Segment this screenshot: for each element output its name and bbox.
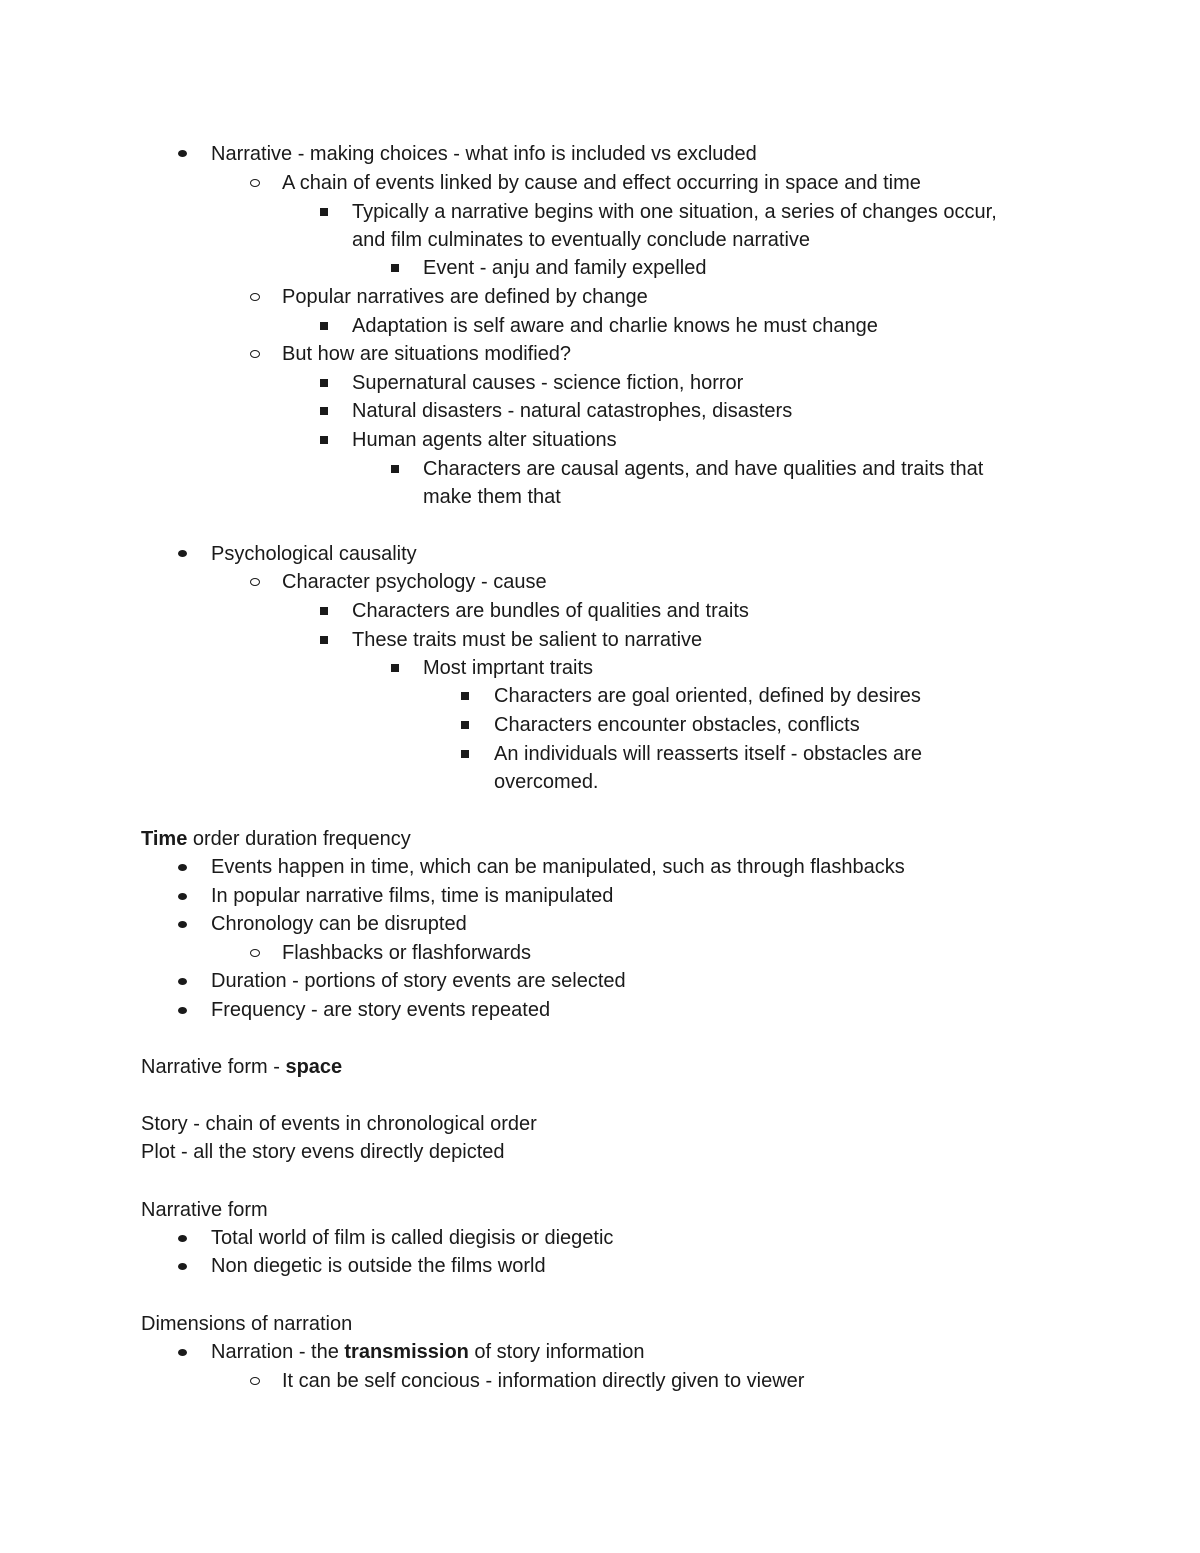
heading-bold-term: space <box>285 1056 343 1078</box>
bullet-square <box>320 208 328 216</box>
list-item: In popular narrative films, time is manipulated <box>211 885 614 907</box>
bullet-square <box>461 692 469 700</box>
list-item: Total world of film is called diegisis or diegetic <box>211 1227 614 1249</box>
list-item: An individuals will reasserts itself - obstacles are <box>494 743 922 765</box>
list-item: Psychological causality <box>211 543 417 565</box>
bullet-square <box>320 607 328 615</box>
bullet-disc <box>178 150 187 157</box>
bullet-disc <box>178 1235 187 1242</box>
list-item: Most imprtant traits <box>423 657 594 679</box>
list-item: Human agents alter situations <box>352 429 617 451</box>
list-item: But how are situations modified? <box>282 343 572 365</box>
list-item: Event - anju and family expelled <box>423 257 707 279</box>
bullet-disc <box>178 1007 187 1014</box>
list-item: Duration - portions of story events are selected <box>211 970 626 992</box>
list-item-continuation: overcomed. <box>494 771 599 793</box>
bullet-disc <box>178 978 187 985</box>
list-item: Characters encounter obstacles, conflicts <box>494 714 860 736</box>
list-item: It can be self concious - information directly given to viewer <box>282 1370 805 1392</box>
list-item: Narrative - making choices - what info is included vs excluded <box>211 143 757 165</box>
bullet-circle <box>250 578 260 586</box>
bullet-square <box>320 436 328 444</box>
list-item: Flashbacks or flashforwards <box>282 942 531 964</box>
bullet-disc <box>178 1263 187 1270</box>
bullet-square <box>461 750 469 758</box>
bullet-circle <box>250 350 260 358</box>
heading-text: order duration frequency <box>187 828 411 850</box>
bullet-square <box>391 465 399 473</box>
list-item: Chronology can be disrupted <box>211 913 467 935</box>
list-item: Non diegetic is outside the films world <box>211 1255 546 1277</box>
item-bold-term: transmission <box>344 1341 469 1363</box>
section-heading-narrative-form: Narrative form <box>141 1199 268 1221</box>
bullet-disc <box>178 864 187 871</box>
bullet-circle <box>250 949 260 957</box>
definition-plot: Plot - all the story evens directly depicted <box>141 1141 505 1163</box>
list-item: Typically a narrative begins with one situation, a series of changes occur, <box>352 201 997 223</box>
list-item: These traits must be salient to narrative <box>352 629 703 651</box>
bullet-square <box>391 664 399 672</box>
item-text: of story information <box>468 1341 645 1363</box>
list-item-continuation: make them that <box>423 486 561 508</box>
item-text: Narration - the <box>211 1341 345 1363</box>
list-item-continuation: and film culminates to eventually conclude narrative <box>352 229 811 251</box>
list-item: Natural disasters - natural catastrophes, disasters <box>352 400 793 422</box>
bullet-disc <box>178 921 187 928</box>
list-item: Adaptation is self aware and charlie knows he must change <box>352 315 878 337</box>
list-item: A chain of events linked by cause and effect occurring in space and time <box>282 172 921 194</box>
definition-story: Story - chain of events in chronological order <box>141 1113 537 1135</box>
bullet-circle <box>250 179 260 187</box>
bullet-square <box>320 636 328 644</box>
list-item: Frequency - are story events repeated <box>211 999 551 1021</box>
bullet-circle <box>250 1377 260 1385</box>
bullet-square <box>320 322 328 330</box>
list-item: Supernatural causes - science fiction, horror <box>352 372 744 394</box>
list-item: Events happen in time, which can be manipulated, such as through flashbacks <box>211 856 905 878</box>
bullet-square <box>461 721 469 729</box>
section-heading-dimensions: Dimensions of narration <box>141 1313 353 1335</box>
list-item: Characters are bundles of qualities and traits <box>352 600 749 622</box>
bullet-disc <box>178 550 187 557</box>
list-item: Characters are goal oriented, defined by desires <box>494 685 921 707</box>
bullet-square <box>320 407 328 415</box>
list-item: Popular narratives are defined by change <box>282 286 648 308</box>
bullet-square <box>320 379 328 387</box>
bullet-circle <box>250 293 260 301</box>
bullet-disc <box>178 1349 187 1356</box>
bullet-square <box>391 264 399 272</box>
section-heading-time <box>141 825 411 853</box>
list-item: Characters are causal agents, and have qualities and traits that <box>423 458 984 480</box>
heading-bold-term: Time <box>141 828 188 850</box>
list-item: Character psychology - cause <box>282 571 547 593</box>
section-heading-space <box>141 1053 342 1081</box>
bullet-disc <box>178 893 187 900</box>
list-item <box>211 1338 645 1366</box>
heading-text: Narrative form - <box>141 1056 286 1078</box>
